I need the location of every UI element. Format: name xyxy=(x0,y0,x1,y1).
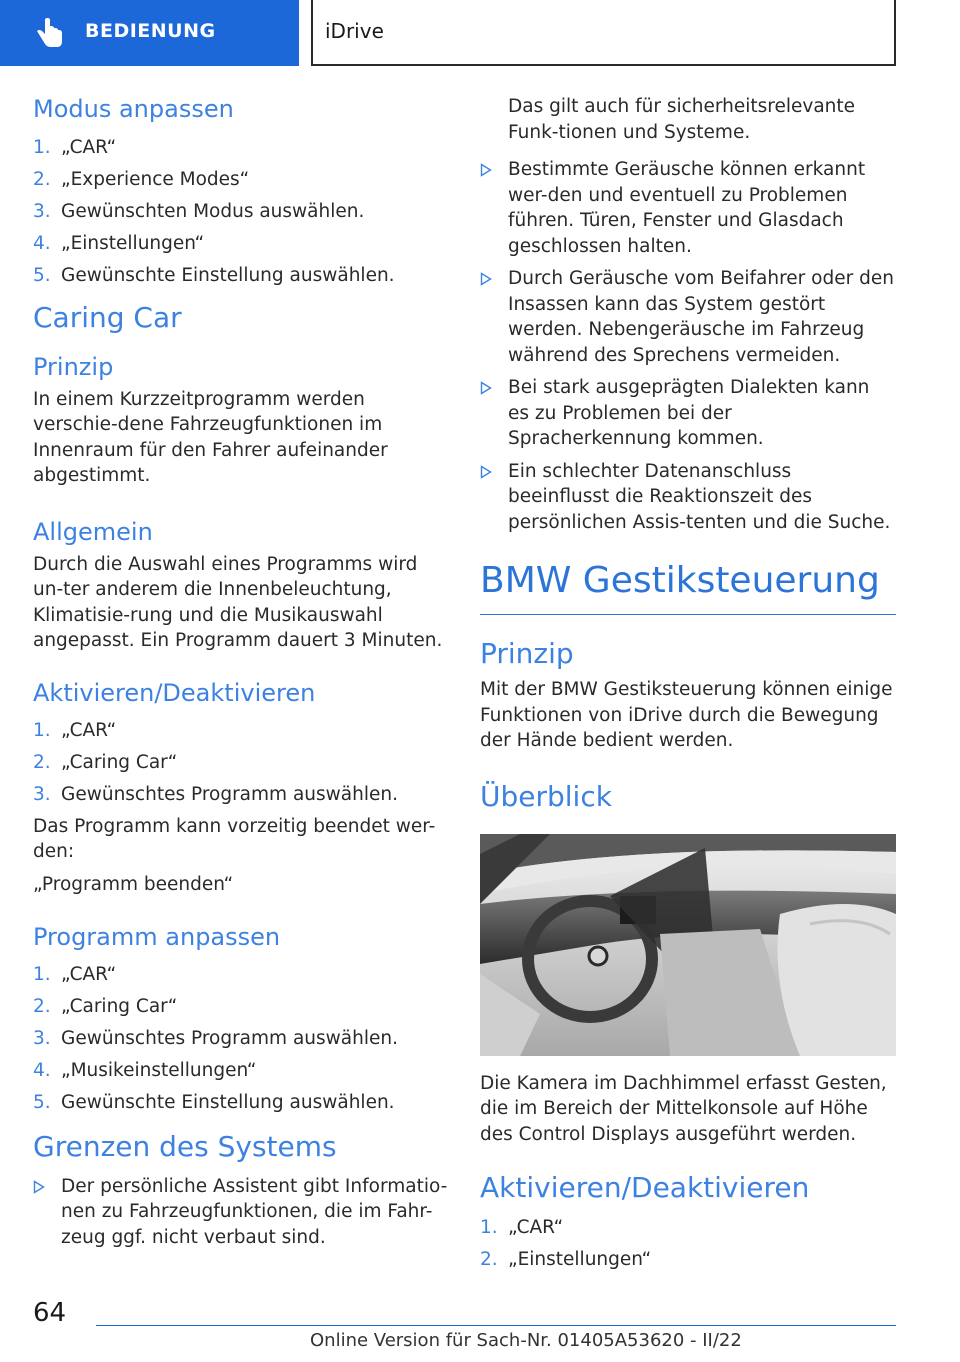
triangle-right-outline-icon xyxy=(480,163,492,177)
prinzip-text: Mit der BMW Gestiksteuerung können einige Funktionen von iDrive durch die Bewegung der Hände bedient werden. xyxy=(480,679,893,751)
hand-pointer-icon xyxy=(34,18,66,48)
list-item: 1. „CAR“ xyxy=(33,964,117,985)
triangle-right-outline-icon xyxy=(33,1180,45,1194)
programm-heading: Programm anpassen xyxy=(33,923,281,951)
allgemein-heading: Allgemein xyxy=(33,517,153,546)
section-label: BEDIENUNG xyxy=(85,20,216,42)
list-item: 4. „Musikeinstellungen“ xyxy=(33,1060,257,1081)
aktivieren-end: „Programm beenden“ xyxy=(33,873,234,895)
system-limit-bullets xyxy=(480,157,896,535)
caring-car-heading: Caring Car xyxy=(33,300,182,334)
section-tab[interactable] xyxy=(0,0,299,66)
list-item: Bestimmte Geräusche können erkannt wer-den und eventuell zu Problemen führen. Türen, Fenster und Glasdach geschlossen halten. xyxy=(480,157,896,259)
list-item: 2. „Caring Car“ xyxy=(33,996,178,1017)
gestiksteuerung-heading: BMW Gestiksteuerung xyxy=(480,560,880,601)
list-item: 1. „CAR“ xyxy=(33,719,117,741)
list-item: Ein schlechter Datenanschluss beeinflusst die Reaktionszeit des persönlichen Assis-tenten und die Suche. xyxy=(480,459,896,536)
list-item: 1. „CAR“ xyxy=(480,1217,564,1238)
list-item: 1. „CAR“ xyxy=(33,137,117,158)
grenzen-heading: Grenzen des Systems xyxy=(33,1129,337,1163)
right-column xyxy=(480,94,896,1279)
aktivieren-heading: Aktivieren/Deaktivieren xyxy=(33,678,316,707)
list-item: 4. „Einstellungen“ xyxy=(33,233,205,254)
programm-steps xyxy=(33,962,453,1116)
prinzip-text: In einem Kurzzeitprogramm werden verschie-dene Fahrzeugfunktionen im Innenraum für den Fahrer aufeinander abgestimmt. xyxy=(33,388,388,486)
left-column xyxy=(33,94,453,1257)
allgemein-text: Durch die Auswahl eines Programms wird un-ter anderem die Innenbeleuchtung, Klimatisie-rung und die Musikauswahl angepasst. Ein Programm dauert 3 Minuten. xyxy=(33,553,443,651)
footer-online-version[interactable]: Online Version für Sach-Nr. 01405A53620 - II/22 xyxy=(310,1330,742,1351)
list-item: Durch Geräusche vom Beifahrer oder den Insassen kann das System gestört werden. Nebengeräusche im Fahrzeug während des Sprechens vermeiden. xyxy=(480,266,896,368)
ueberblick-heading: Überblick xyxy=(480,779,612,813)
prinzip-heading: Prinzip xyxy=(33,352,114,381)
heading-rule xyxy=(480,614,896,615)
list-item: 2. „Einstellungen“ xyxy=(480,1249,652,1270)
list-item: 5. Gewünschte Einstellung auswählen. xyxy=(33,1092,395,1113)
modus-heading: Modus anpassen xyxy=(33,95,234,123)
prinzip-heading: Prinzip xyxy=(480,637,574,670)
triangle-right-outline-icon xyxy=(480,272,492,286)
chapter-box xyxy=(311,0,896,66)
page-number: 64 xyxy=(33,1298,67,1328)
list-item: Bei stark ausgeprägten Dialekten kann es zu Problemen bei der Spracherkennung kommen. xyxy=(480,375,896,452)
footer-rule xyxy=(96,1325,896,1326)
aktivieren-heading: Aktivieren/Deaktivieren xyxy=(480,1171,810,1204)
continued-text: Das gilt auch für sicherheitsrelevante Funk-tionen und Systeme. xyxy=(508,96,856,143)
gesture-camera-illustration xyxy=(480,834,896,1056)
image-caption: Die Kamera im Dachhimmel erfasst Gesten, die im Bereich der Mittelkonsole auf Höhe des Control Displays ausgeführt werden. xyxy=(480,1072,887,1145)
aktivieren-note: Das Programm kann vorzeitig beendet wer-den: xyxy=(33,815,436,862)
modus-steps xyxy=(33,135,453,289)
grenzen-bullets xyxy=(33,1174,453,1251)
list-item: 5. Gewünschte Einstellung auswählen. xyxy=(33,265,395,286)
list-item: 2. „Caring Car“ xyxy=(33,751,178,773)
triangle-right-outline-icon xyxy=(480,465,492,479)
list-item: Der persönliche Assistent gibt Informatio-nen zu Fahrzeugfunktionen, die im Fahr-zeug ggf. nicht verbaut sind. xyxy=(33,1174,453,1251)
aktivieren-steps xyxy=(480,1215,896,1273)
list-item: 2. „Experience Modes“ xyxy=(33,169,250,190)
list-item: 3. Gewünschten Modus auswählen. xyxy=(33,201,365,222)
triangle-right-outline-icon xyxy=(480,381,492,395)
aktivieren-steps xyxy=(33,718,453,808)
list-item: 3. Gewünschtes Programm auswählen. xyxy=(33,1028,398,1049)
list-item: 3. Gewünschtes Programm auswählen. xyxy=(33,783,398,805)
chapter-title: iDrive xyxy=(325,19,384,43)
